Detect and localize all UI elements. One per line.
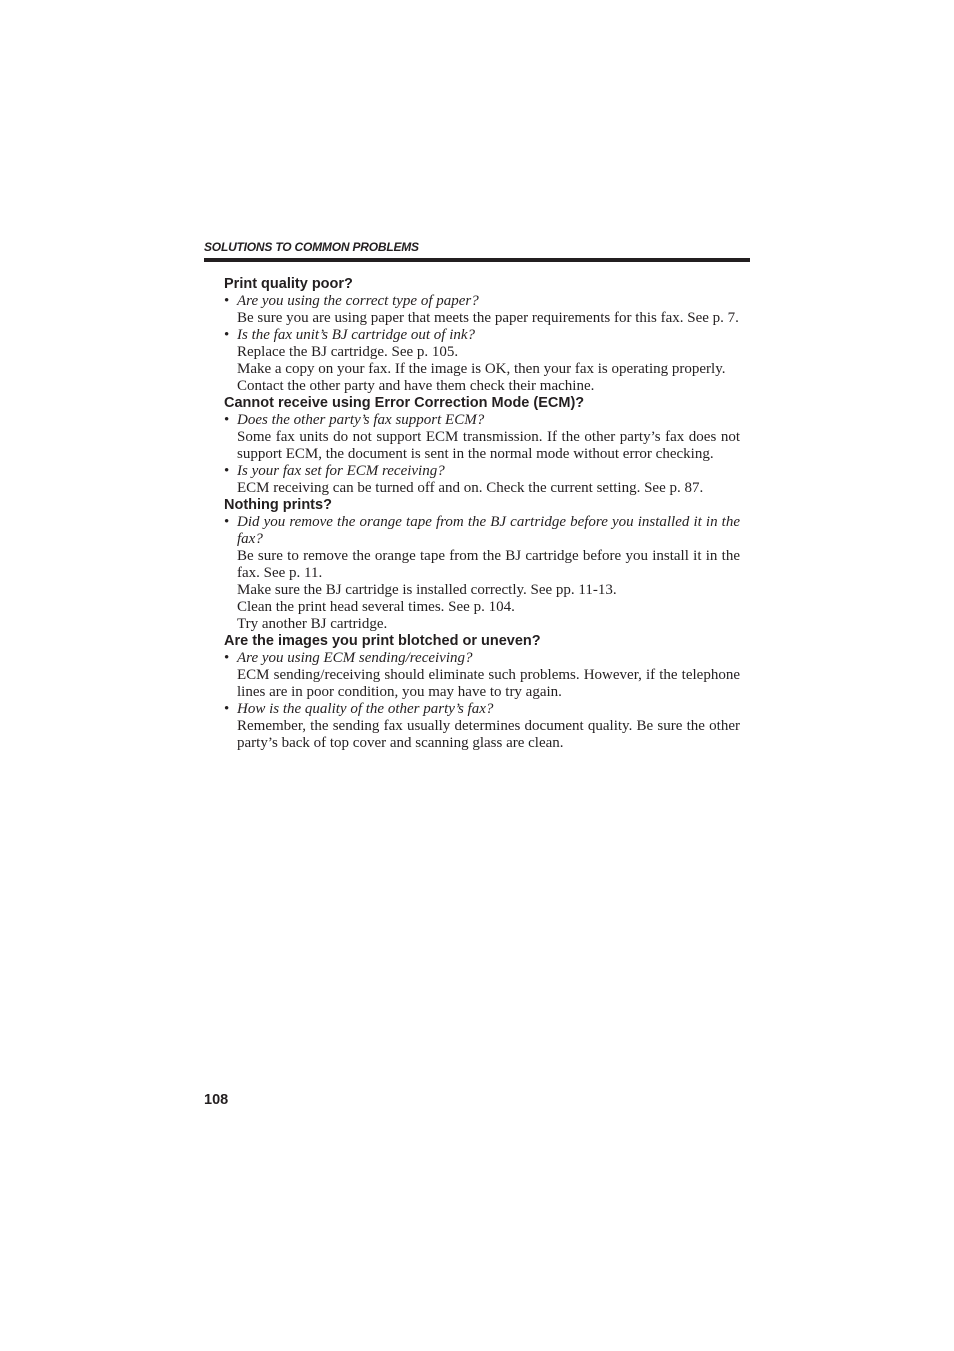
section-blotched-images xyxy=(224,633,740,752)
bullet-icon: • xyxy=(224,293,230,309)
question-item xyxy=(224,701,740,718)
question-item xyxy=(224,514,740,548)
question-text: Are you using ECM sending/receiving? xyxy=(237,650,473,666)
bullet-icon: • xyxy=(224,463,230,479)
answer-text: Make sure the BJ cartridge is installed correctly. See pp. 11-13. xyxy=(237,582,617,598)
question-text: Are you using the correct type of paper? xyxy=(237,293,479,309)
answer-text: ECM sending/receiving should eliminate such problems. However, if the telephone lines are in poor condition, you may have to try again. xyxy=(237,667,740,700)
answer-text: Try another BJ cartridge. xyxy=(237,616,388,632)
answer-text: Some fax units do not support ECM transmission. If the other party’s fax does not support ECM, the document is sent in the normal mode without error checking. xyxy=(237,429,740,462)
answer-text: Be sure you are using paper that meets the paper requirements for this fax. See p. 7. xyxy=(237,310,739,326)
section-heading: Are the images you print blotched or uneven? xyxy=(224,633,541,649)
answer-text: Make a copy on your fax. If the image is OK, then your fax is operating properly. xyxy=(237,361,726,377)
answer-text: Be sure to remove the orange tape from the BJ cartridge before you install it in the fax. See p. 11. xyxy=(237,548,740,581)
section-nothing-prints xyxy=(224,497,740,633)
answer-text: Contact the other party and have them check their machine. xyxy=(237,378,595,394)
question-item xyxy=(224,327,740,344)
question-item xyxy=(224,463,740,480)
answer-text: ECM receiving can be turned off and on. Check the current setting. See p. 87. xyxy=(237,480,704,496)
question-text: Is the fax unit’s BJ cartridge out of ink? xyxy=(237,327,476,343)
answer-text: Remember, the sending fax usually determines document quality. Be sure the other party’s back of top cover and scanning glass are clean. xyxy=(237,718,740,751)
bullet-icon: • xyxy=(224,514,230,530)
question-text: How is the quality of the other party’s fax? xyxy=(237,701,494,717)
question-item xyxy=(224,412,740,429)
question-item xyxy=(224,650,740,667)
section-ecm-receive xyxy=(224,395,740,497)
bullet-icon: • xyxy=(224,327,230,343)
header-rule xyxy=(204,258,750,262)
question-text: Is your fax set for ECM receiving? xyxy=(237,463,445,479)
answer-text: Replace the BJ cartridge. See p. 105. xyxy=(237,344,459,360)
question-text: Did you remove the orange tape from the BJ cartridge before you installed it in the fax? xyxy=(237,514,740,547)
section-header: SOLUTIONS TO COMMON PROBLEMS xyxy=(204,240,419,254)
bullet-icon: • xyxy=(224,701,230,717)
troubleshooting-content xyxy=(224,276,740,752)
bullet-icon: • xyxy=(224,412,230,428)
page-number: 108 xyxy=(204,1092,229,1108)
question-text: Does the other party’s fax support ECM? xyxy=(237,412,485,428)
section-heading: Nothing prints? xyxy=(224,497,332,513)
bullet-icon: • xyxy=(224,650,230,666)
section-heading: Cannot receive using Error Correction Mode (ECM)? xyxy=(224,395,585,411)
answer-text: Clean the print head several times. See p. 104. xyxy=(237,599,515,615)
question-item xyxy=(224,293,740,310)
section-heading: Print quality poor? xyxy=(224,276,353,292)
section-print-quality xyxy=(224,276,740,395)
